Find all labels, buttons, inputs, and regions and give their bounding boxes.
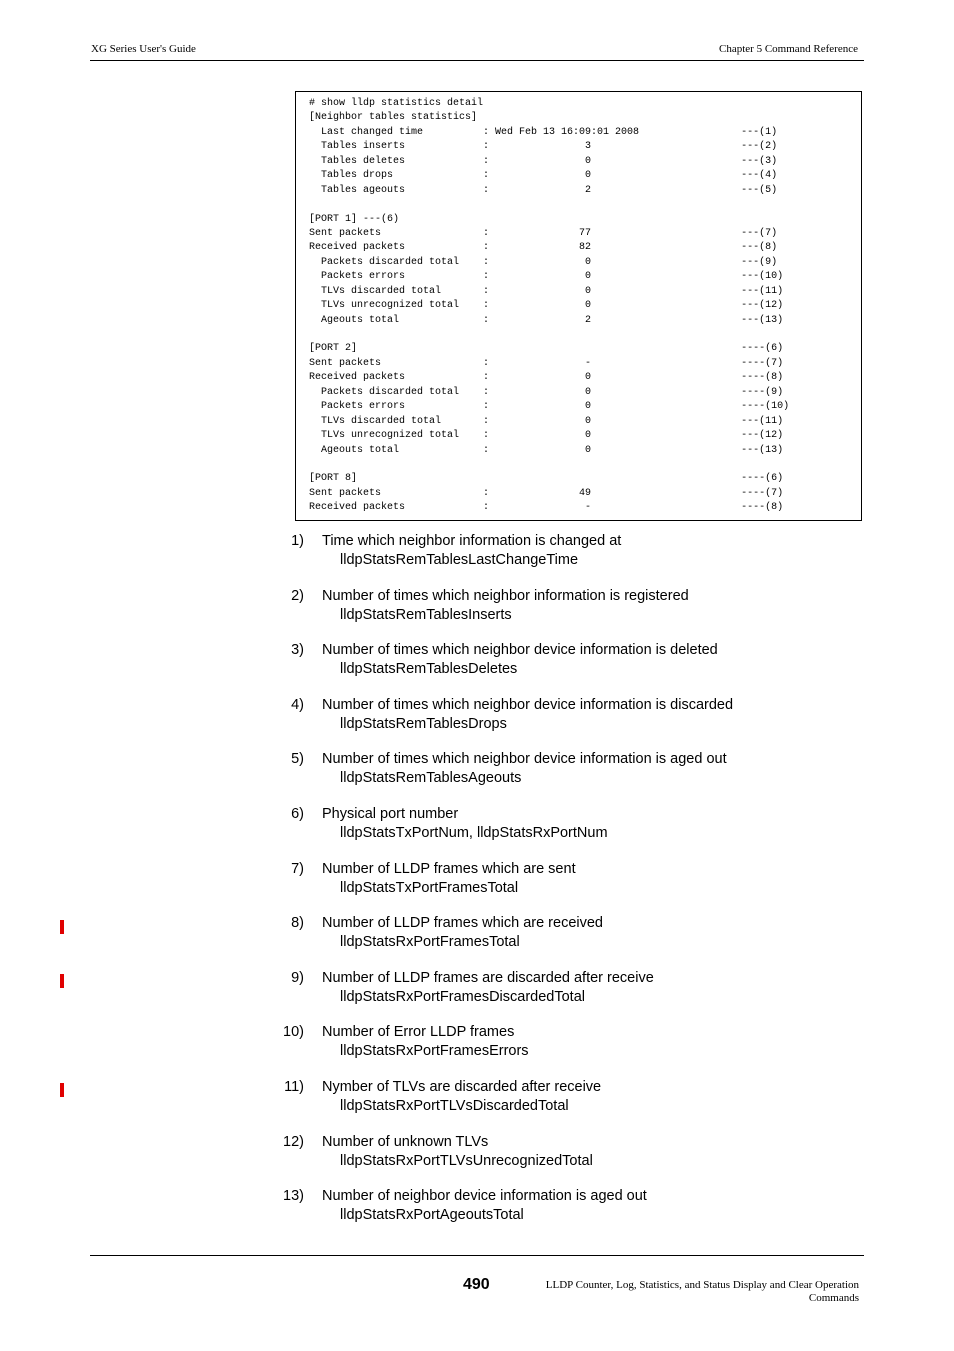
item-description: Number of neighbor device information is aged out: [322, 1188, 647, 1205]
code-line: TLVs unrecognized total : 0 ---(12): [309, 430, 784, 442]
code-line: [309, 198, 789, 212]
item-mib-object: lldpStatsRxPortAgeoutsTotal: [340, 1207, 524, 1224]
item-description: Nymber of TLVs are discarded after receive: [322, 1079, 602, 1095]
footer-rule: [90, 1255, 864, 1256]
item-mib-object: lldpStatsRemTablesInserts: [340, 606, 512, 623]
code-line: Received packets : 0 ----(8): [309, 372, 784, 384]
item-description: Number of times which neighbor device information is deleted: [322, 642, 718, 659]
item-mib-object: lldpStatsRxPortFramesDiscardedTotal: [340, 988, 585, 1005]
item-mib-object: lldpStatsRxPortFramesTotal: [340, 934, 520, 951]
code-line: Sent packets : 77 ---(7): [309, 227, 778, 239]
item-number: 2): [291, 587, 304, 604]
list-item: [0, 1134, 954, 1178]
item-description: Number of times which neighbor device information is discarded: [322, 696, 734, 713]
item-description: Number of Error LLDP frames: [322, 1024, 515, 1041]
item-description: Number of LLDP frames are discarded after receive: [322, 969, 654, 986]
code-line: Tables inserts : 3 ---(2): [309, 141, 778, 153]
code-line: Tables drops : 0 ---(4): [309, 170, 778, 182]
item-number: 6): [291, 806, 304, 822]
list-item: [0, 970, 954, 1014]
change-bar: [60, 1083, 64, 1097]
item-number: 1): [291, 533, 304, 549]
item-description: Number of times which neighbor device information is aged out: [322, 751, 727, 768]
item-mib-object: lldpStatsTxPortFramesTotal: [340, 879, 519, 896]
item-mib-object: lldpStatsRxPortTLVsDiscardedTotal: [340, 1098, 569, 1114]
item-mib-object: lldpStatsTxPortNum, lldpStatsRxPortNum: [340, 825, 608, 841]
item-mib-object: lldpStatsRemTablesDeletes: [340, 661, 518, 678]
list-item: [0, 588, 954, 632]
item-description: Number of LLDP frames which are received: [322, 915, 603, 932]
code-line: Received packets : 82 ---(8): [309, 242, 778, 254]
item-number: 8): [291, 915, 304, 932]
item-description: Number of LLDP frames which are sent: [322, 860, 576, 877]
code-line: Packets errors : 0 ---(10): [309, 271, 784, 283]
code-line: TLVs unrecognized total : 0 ---(12): [309, 300, 784, 312]
item-description: Physical port number: [322, 806, 459, 822]
command-output-box: [295, 91, 862, 521]
code-line: Ageouts total : 2 ---(13): [309, 314, 784, 326]
item-number: 3): [291, 642, 304, 659]
list-item: [0, 1079, 954, 1123]
item-number: 10): [283, 1024, 304, 1041]
code-line: TLVs discarded total : 0 ---(11): [309, 285, 784, 297]
item-mib-object: lldpStatsRemTablesDrops: [340, 715, 507, 732]
item-description: Number of unknown TLVs: [322, 1133, 489, 1150]
code-line: Sent packets : - ----(7): [309, 357, 784, 369]
item-mib-object: lldpStatsRemTablesLastChangeTime: [340, 552, 579, 568]
item-number: 5): [291, 751, 304, 768]
change-bar: [60, 974, 64, 988]
code-line: [PORT 2] ----(6): [309, 343, 784, 355]
code-line: Sent packets : 49 ----(7): [309, 487, 784, 499]
code-line: TLVs discarded total : 0 ---(11): [309, 415, 784, 427]
code-line: Received packets : - ----(8): [309, 502, 784, 514]
item-number: 11): [284, 1079, 304, 1095]
list-item: [0, 1188, 954, 1232]
code-line: Packets discarded total : 0 ----(9): [309, 386, 784, 398]
code-line: [309, 458, 789, 472]
change-bar: [60, 920, 64, 934]
header-chapter-title: Chapter 5 Command Reference: [719, 43, 858, 55]
header-guide-title: XG Series User's Guide: [91, 43, 196, 55]
item-number: 4): [291, 696, 304, 713]
page-number: 490: [463, 1276, 490, 1293]
list-item: [0, 1024, 954, 1068]
list-item: [0, 533, 954, 577]
code-line: [Neighbor tables statistics]: [309, 112, 478, 124]
item-mib-object: lldpStatsRemTablesAgeouts: [340, 770, 522, 787]
list-item: [0, 915, 954, 959]
item-number: 13): [283, 1188, 304, 1205]
item-number: 12): [283, 1133, 304, 1150]
item-number: 9): [291, 969, 304, 986]
list-item: [0, 861, 954, 905]
list-item: [0, 806, 954, 850]
list-item: [0, 751, 954, 795]
item-description: Time which neighbor information is changed at: [322, 533, 622, 549]
code-line: Ageouts total : 0 ---(13): [309, 444, 784, 456]
code-line: [PORT 1] ---(6): [309, 213, 400, 225]
item-mib-object: lldpStatsRxPortTLVsUnrecognizedTotal: [340, 1152, 593, 1169]
item-number: 7): [291, 860, 304, 877]
code-line: Packets discarded total : 0 ---(9): [309, 256, 778, 268]
code-line: Tables ageouts : 2 ---(5): [309, 184, 778, 196]
item-mib-object: lldpStatsRxPortFramesErrors: [340, 1043, 529, 1060]
footer-section-title: LLDP Counter, Log, Statistics, and Status Display and Clear Operation Commands: [545, 1279, 859, 1304]
header-rule: [90, 60, 864, 61]
item-description: Number of times which neighbor information is registered: [322, 587, 689, 604]
list-item: [0, 642, 954, 686]
code-line: Last changed time : Wed Feb 13 16:09:01 2008 ---(1): [309, 126, 778, 138]
list-item: [0, 697, 954, 741]
code-line: Packets errors : 0 ----(10): [309, 401, 790, 413]
code-line: # show lldp statistics detail: [309, 98, 484, 109]
code-line: [309, 328, 789, 342]
code-line: Tables deletes : 0 ---(3): [309, 155, 778, 167]
code-line: [PORT 8] ----(6): [309, 473, 784, 485]
command-output: [309, 97, 789, 516]
